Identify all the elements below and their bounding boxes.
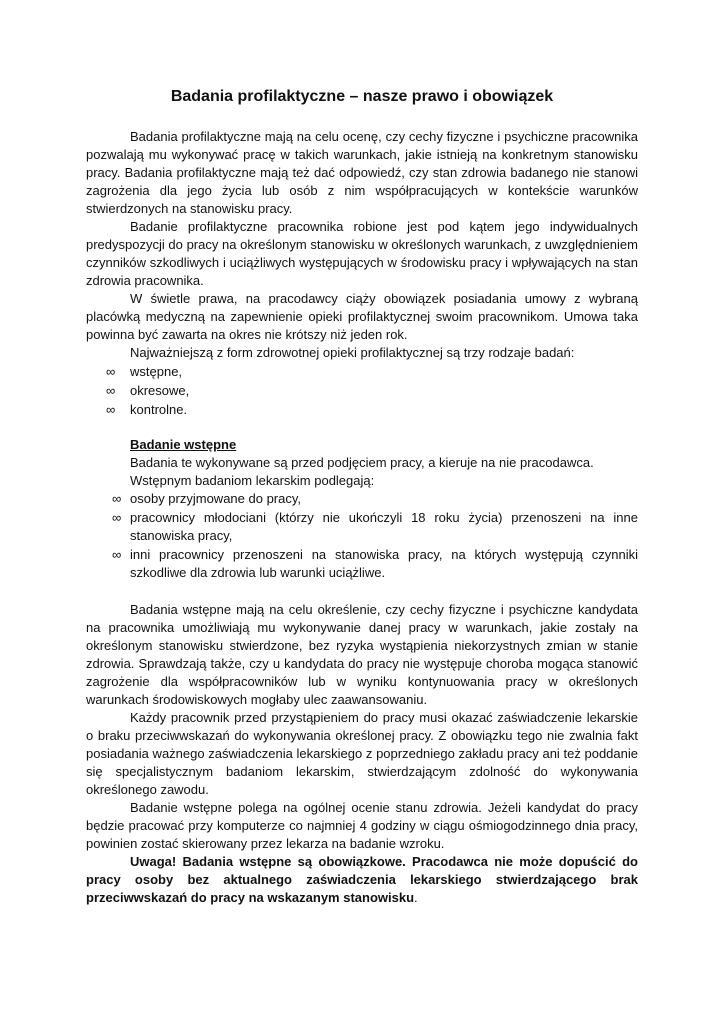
- list-item: ∞ inni pracownicy przenoszeni na stanowiska pracy, na których występują czynniki szkodliwe dla zdrowia lub warunki uciążliwe.: [112, 547, 638, 580]
- infinity-bullet-icon: ∞: [106, 383, 116, 398]
- warning-paragraph: Uwaga! Badania wstępne są obowiązkowe. Pracodawca nie może dopuścić do pracy osoby bez aktualnego zaświadczenia lekarskiego stwierdzającego brak przeciwwskazań do pracy na wskazanym stanowisku.: [86, 854, 638, 905]
- exam-types-list: [86, 362, 638, 419]
- infinity-bullet-icon: ∞: [106, 402, 116, 417]
- subjects-list: [86, 490, 638, 582]
- section-paragraph-3: Badanie wstępne polega na ogólnej ocenie stanu zdrowia. Jeżeli kandydat do pracy będzie pracować przy komputerze co najmniej 4 godziny w ciągu ośmiogodzinnego dnia pracy, powinien zostać skierowany przez lekarza na badanie wzroku.: [86, 800, 638, 851]
- list-item: ∞ pracownicy młodociani (którzy nie ukończyli 18 roku życia) przenoszeni na inne stanowiska pracy,: [112, 510, 638, 543]
- infinity-bullet-icon: ∞: [112, 510, 122, 525]
- list-item: ∞ kontrolne.: [106, 402, 188, 417]
- section-paragraph-1: Badania wstępne mają na celu określenie, czy cechy fizyczne i psychiczne kandydata na pracownika umożliwiają mu wykonywanie danej pracy w warunkach, jakie zostały na określonym stanowisku stwierdzone, bez ryzyka wystąpienia niekorzystnych zmian w stanie zdrowia. Sprawdzają także, czy u kandydata do pracy nie występuje choroba mogąca stanowić zagrożenie dla współpracowników lub w wyniku kontynuowania pracy w określonych warunkach środowiskowych mogłaby ulec zaawansowaniu.: [86, 602, 638, 707]
- section-heading: Badanie wstępne: [130, 437, 237, 452]
- section-line-1: Badania te wykonywane są przed podjęciem pracy, a kieruje na nie pracodawca.: [130, 455, 594, 470]
- intro-paragraph-1: Badania profilaktyczne mają na celu ocenę, czy cechy fizyczne i psychiczne pracownika pozwalają mu wykonywać pracę w takich warunkach, jakie istnieją na konkretnym stanowisku pracy. Badania profilaktyczne mają też dać odpowiedź, czy stan zdrowia badanego nie stanowi zagrożenia dla jego życia lub osób z nim współpracujących w kontekście warunków stwierdzonych na stanowisku pracy.: [86, 129, 638, 216]
- intro-paragraph-2: Badanie profilaktyczne pracownika robione jest pod kątem jego indywidualnych predyspozycji do pracy na określonym stanowisku w określonych warunkach, z uwzględnieniem czynników szkodliwych i uciążliwych występujących w środowisku pracy i wpływających na stan zdrowia pracownika.: [86, 219, 638, 288]
- document-title: Badania profilaktyczne – nasze prawo i obowiązek: [170, 88, 554, 105]
- infinity-bullet-icon: ∞: [112, 547, 122, 562]
- list-item: ∞ osoby przyjmowane do pracy,: [112, 491, 302, 506]
- list-item: ∞ okresowe,: [106, 383, 190, 398]
- list-item: ∞ wstępne,: [106, 364, 183, 379]
- intro-paragraph-4: Najważniejszą z form zdrowotnej opieki profilaktycznej są trzy rodzaje badań:: [130, 345, 575, 360]
- infinity-bullet-icon: ∞: [106, 364, 116, 379]
- warning-text: Uwaga! Badania wstępne są obowiązkowe. Pracodawca nie może dopuścić do pracy osoby bez aktualnego zaświadczenia lekarskiego stwierdzającego brak przeciwwskazań do pracy na wskazanym stanowisku: [86, 854, 638, 905]
- section-paragraph-2: Każdy pracownik przed przystąpieniem do pracy musi okazać zaświadczenie lekarskie o braku przeciwwskazań do wykonywania określonej pracy. Z obowiązku tego nie zwalnia fakt posiadania ważnego zaświadczenia lekarskiego z poprzedniego zakładu pracy ani też poddanie się specjalistycznym badaniom lekarskim, stwierdzającym zdolność do wykonywania określonego zawodu.: [86, 710, 638, 797]
- section-line-2: Wstępnym badaniom lekarskim podlegają:: [130, 473, 375, 488]
- infinity-bullet-icon: ∞: [112, 491, 122, 506]
- intro-paragraph-3: W świetle prawa, na pracodawcy ciąży obowiązek posiadania umowy z wybraną placówką medyczną na zapewnienie opieki profilaktycznej swoim pracownikom. Umowa taka powinna być zawarta na okres nie krótszy niż jeden rok.: [86, 291, 638, 342]
